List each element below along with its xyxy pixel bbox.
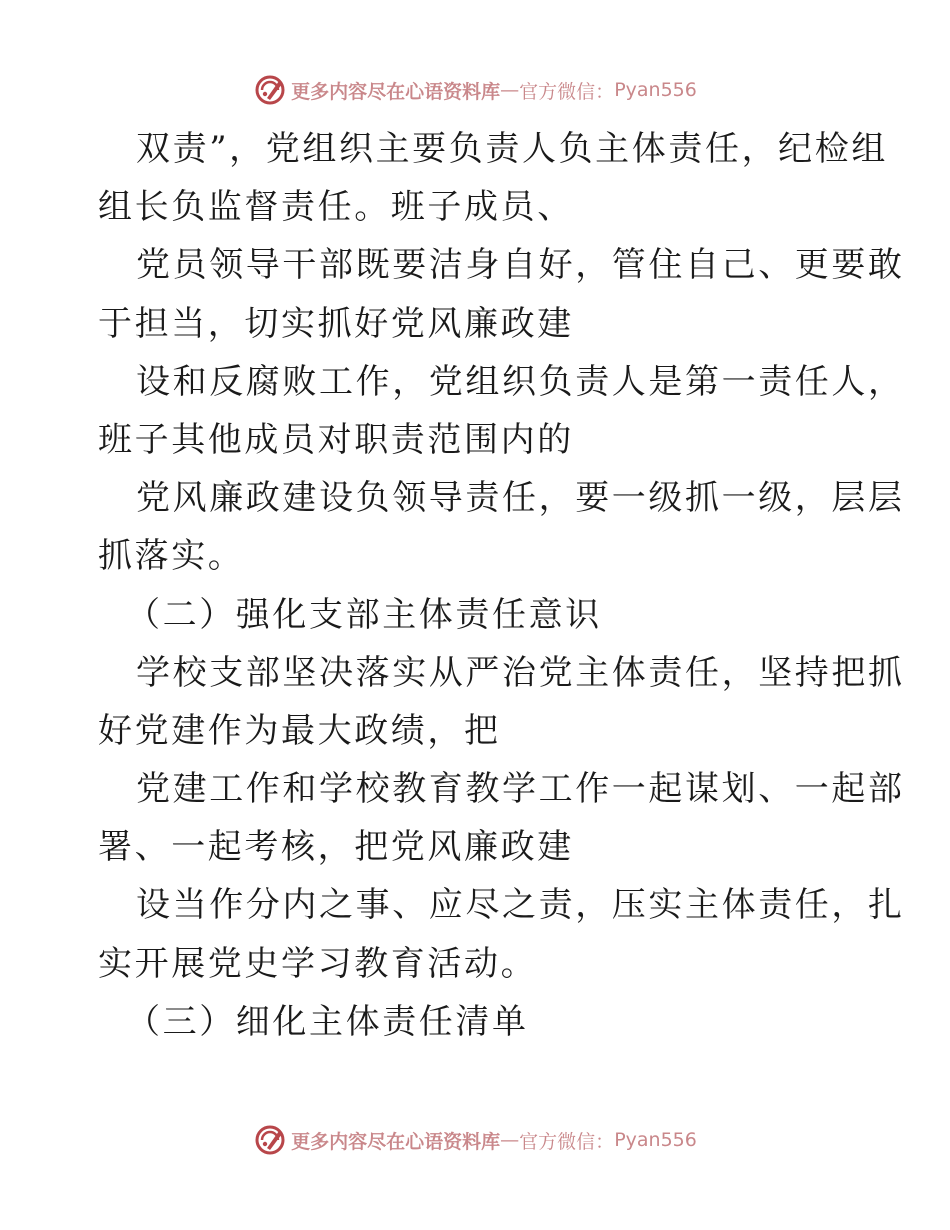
text-line: 好党建作为最大政绩，把 — [98, 710, 501, 751]
text-line: 设当作分内之事、应尽之责，压实主体责任，扎 — [136, 885, 905, 926]
text-line: 抓落实。 — [98, 536, 245, 577]
header-watermark-inner — [253, 73, 697, 107]
text-line: 署、一起考核，把党风廉政建 — [98, 827, 574, 868]
section-heading: （二）强化支部主体责任意识 — [126, 594, 602, 635]
header-watermark-id: Pyan556 — [614, 79, 697, 101]
footer-watermark-text: 更多内容尽在心语资料库 — [291, 1130, 501, 1153]
text-line: 双责”，党组织主要负责人负主体责任，纪检组 — [136, 129, 888, 169]
brand-logo-icon — [253, 1123, 287, 1157]
section-heading: （三）细化主体责任清单 — [126, 1001, 529, 1042]
text-line: 班子其他成员对职责范围内的 — [98, 419, 574, 460]
text-line: 党建工作和学校教育教学工作一起谋划、一起部 — [136, 769, 905, 810]
footer-watermark-id: Pyan556 — [614, 1129, 697, 1151]
text-line: 于担当，切实抓好党风廉政建 — [98, 303, 574, 344]
header-watermark — [0, 70, 950, 110]
header-watermark-suffix: 官方微信： — [519, 80, 615, 103]
footer-watermark — [0, 1120, 950, 1160]
body-text — [98, 120, 905, 1051]
text-line: 党员领导干部既要洁身自好，管住自己、更要敢 — [136, 245, 905, 286]
footer-watermark-suffix: 官方微信： — [519, 1130, 615, 1153]
text-line: 实开展党史学习教育活动。 — [98, 943, 538, 984]
footer-watermark-inner — [253, 1123, 697, 1157]
header-watermark-separator: — — [500, 79, 520, 101]
footer-watermark-separator: — — [500, 1129, 520, 1151]
brand-logo-icon — [253, 73, 287, 107]
header-watermark-text: 更多内容尽在心语资料库 — [291, 80, 501, 103]
text-line: 设和反腐败工作，党组织负责人是第一责任人， — [136, 361, 905, 402]
text-line: 党风廉政建设负领导责任，要一级抓一级，层层 — [136, 478, 905, 519]
text-line: 学校支部坚决落实从严治党主体责任，坚持把抓 — [136, 652, 905, 693]
text-line: 组长负监督责任。班子成员、 — [98, 187, 574, 228]
